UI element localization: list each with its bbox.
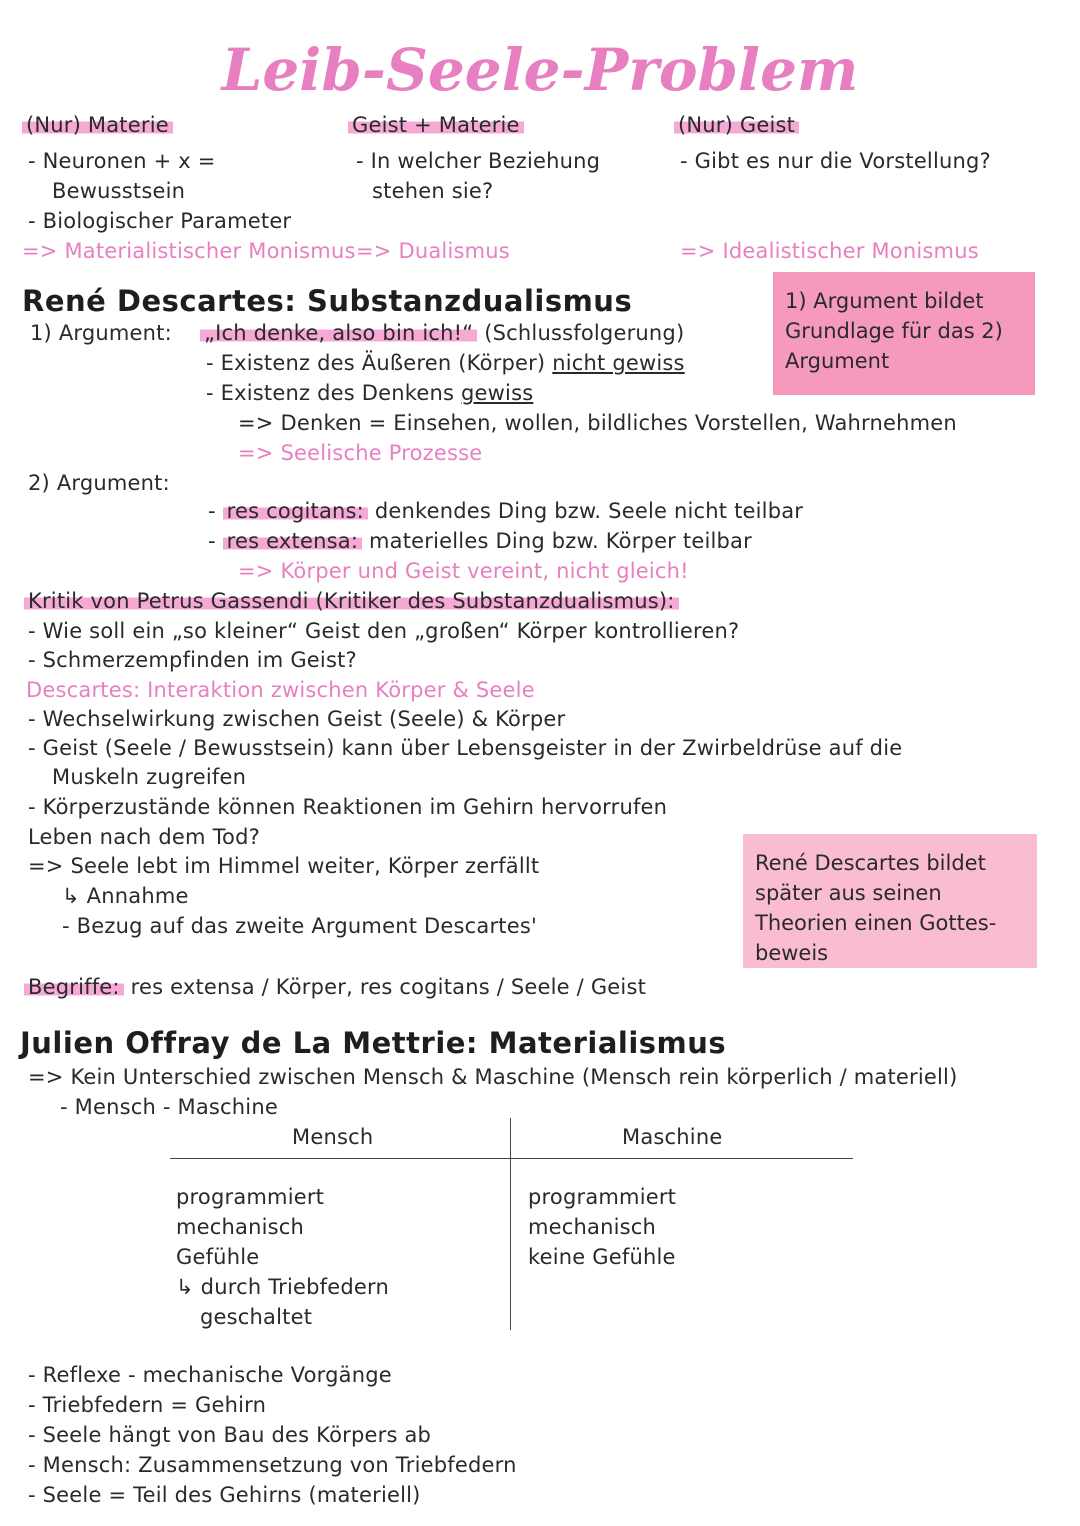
col-materie-result: => Materialistischer Monismus xyxy=(22,239,356,263)
descartes-arg1-quote xyxy=(200,318,684,348)
mettrie-line: => Kein Unterschied zwischen Mensch & Maschine (Mensch rein körperlich / materiell) xyxy=(28,1065,958,1089)
col-geist-materie-line: stehen sie? xyxy=(372,179,494,203)
col-geist-line: - Gibt es nur die Vorstellung? xyxy=(680,149,991,173)
table-cell: ↳ durch Triebfedern xyxy=(176,1275,390,1299)
descartes-arg1-line xyxy=(206,348,685,378)
col-geist-materie-heading: Geist + Materie xyxy=(348,113,524,137)
seelische-prozesse: => Seelische Prozesse xyxy=(238,441,483,465)
cogito-quote: „Ich denke, also bin ich!“ xyxy=(200,321,477,345)
table-divider-horizontal xyxy=(170,1158,853,1159)
nicht-gewiss: nicht gewiss xyxy=(552,351,685,375)
col-materie-line: Bewusstsein xyxy=(52,179,186,203)
kritik-line: - Schmerzempfinden im Geist? xyxy=(28,648,357,672)
descartes-arg2-label: 2) Argument: xyxy=(28,471,170,495)
existenz-aeusseren: - Existenz des Äußeren (Körper) xyxy=(206,351,546,375)
mettrie-points xyxy=(28,1360,517,1510)
col-materie-heading: (Nur) Materie xyxy=(22,113,173,137)
table-header-mensch: Mensch xyxy=(292,1125,374,1149)
list-item: - Triebfedern = Gehirn xyxy=(28,1393,267,1417)
leben-line: => Seele lebt im Himmel weiter, Körper zerfällt xyxy=(28,854,540,878)
table-cell: Gefühle xyxy=(176,1245,260,1269)
col-geist-result: => Idealistischer Monismus xyxy=(680,239,979,263)
col-materie xyxy=(22,110,356,266)
table-cell: keine Gefühle xyxy=(528,1245,676,1269)
res-cogitans-term: res cogitans: xyxy=(223,499,368,523)
leben-line: ↳ Annahme xyxy=(62,884,189,908)
mettrie-line: - Mensch - Maschine xyxy=(60,1095,278,1119)
leben-line: - Bezug auf das zweite Argument Descartes' xyxy=(62,914,537,938)
page-title: Leib-Seele-Problem xyxy=(221,36,859,104)
note-box-gottesbeweis: René Descartes bildet später aus seinen Theorien einen Gottes- beweis xyxy=(743,834,1037,968)
list-item: - Seele hängt von Bau des Körpers ab xyxy=(28,1423,432,1447)
col-materie-line: - Biologischer Parameter xyxy=(28,209,292,233)
kritik-line: - Wie soll ein „so kleiner“ Geist den „großen“ Körper kontrollieren? xyxy=(28,619,740,643)
res-extensa-term: res extensa: xyxy=(223,529,362,553)
interaktion-heading: Descartes: Interaktion zwischen Körper & Seele xyxy=(26,678,535,702)
descartes-heading: René Descartes: Substanzdualismus xyxy=(22,284,633,318)
table-cell: geschaltet xyxy=(200,1305,313,1329)
interaktion-line: - Geist (Seele / Bewusstsein) kann über Lebensgeister in der Zwirbeldrüse auf die xyxy=(28,736,903,760)
list-item: - Reflexe - mechanische Vorgänge xyxy=(28,1363,392,1387)
descartes-arg1-line xyxy=(206,378,533,408)
interaktion-line: - Körperzustände können Reaktionen im Gehirn hervorrufen xyxy=(28,795,668,819)
denken-definition: => Denken = Einsehen, wollen, bildliches Vorstellen, Wahrnehmen xyxy=(238,411,957,435)
col-geist xyxy=(674,110,991,266)
descartes-arg1-label: 1) Argument: xyxy=(30,321,172,345)
existenz-denkens: - Existenz des Denkens xyxy=(206,381,455,405)
begriffe-line xyxy=(24,972,646,1002)
gewiss: gewiss xyxy=(461,381,534,405)
col-geist-materie-line: - In welcher Beziehung xyxy=(356,149,601,173)
mettrie-heading: Julien Offray de La Mettrie: Materialismus xyxy=(20,1026,727,1060)
table-header-maschine: Maschine xyxy=(622,1125,723,1149)
table-divider-vertical xyxy=(510,1118,511,1330)
table-cell-mensch xyxy=(176,1182,389,1332)
arg2-result: => Körper und Geist vereint, nicht gleich! xyxy=(238,559,689,583)
begriffe-text: res extensa / Körper, res cogitans / Seele / Geist xyxy=(130,975,647,999)
kritik-heading-wrap xyxy=(24,586,679,616)
kritik-heading: Kritik von Petrus Gassendi (Kritiker des Substanzdualismus): xyxy=(24,589,679,613)
list-item: - Seele = Teil des Gehirns (materiell) xyxy=(28,1483,421,1507)
table-cell: mechanisch xyxy=(528,1215,657,1239)
note-box-argument: 1) Argument bildet Grundlage für das 2) Argument xyxy=(773,272,1035,395)
cogito-note: (Schlussfolgerung) xyxy=(484,321,685,345)
res-extensa-text: materielles Ding bzw. Körper teilbar xyxy=(368,529,752,553)
res-cogitans-line: - res cogitans: denkendes Ding bzw. Seele nicht teilbar xyxy=(208,499,804,523)
table-cell-maschine xyxy=(528,1182,676,1272)
begriffe-label: Begriffe: xyxy=(24,975,124,999)
col-geist-materie xyxy=(348,110,600,266)
leben-line: Leben nach dem Tod? xyxy=(28,825,260,849)
table-cell: programmiert xyxy=(528,1185,677,1209)
table-cell: programmiert xyxy=(176,1185,325,1209)
col-geist-heading: (Nur) Geist xyxy=(674,113,799,137)
interaktion-line: - Wechselwirkung zwischen Geist (Seele) & Körper xyxy=(28,707,566,731)
col-materie-line: - Neuronen + x = xyxy=(28,149,216,173)
res-cogitans-text: denkendes Ding bzw. Seele nicht teilbar xyxy=(374,499,804,523)
interaktion-line: Muskeln zugreifen xyxy=(52,765,247,789)
res-extensa-line: - res extensa: materielles Ding bzw. Körper teilbar xyxy=(208,529,752,553)
list-item: - Mensch: Zusammensetzung von Triebfedern xyxy=(28,1453,517,1477)
table-cell: mechanisch xyxy=(176,1215,305,1239)
col-geist-materie-result: => Dualismus xyxy=(356,239,510,263)
